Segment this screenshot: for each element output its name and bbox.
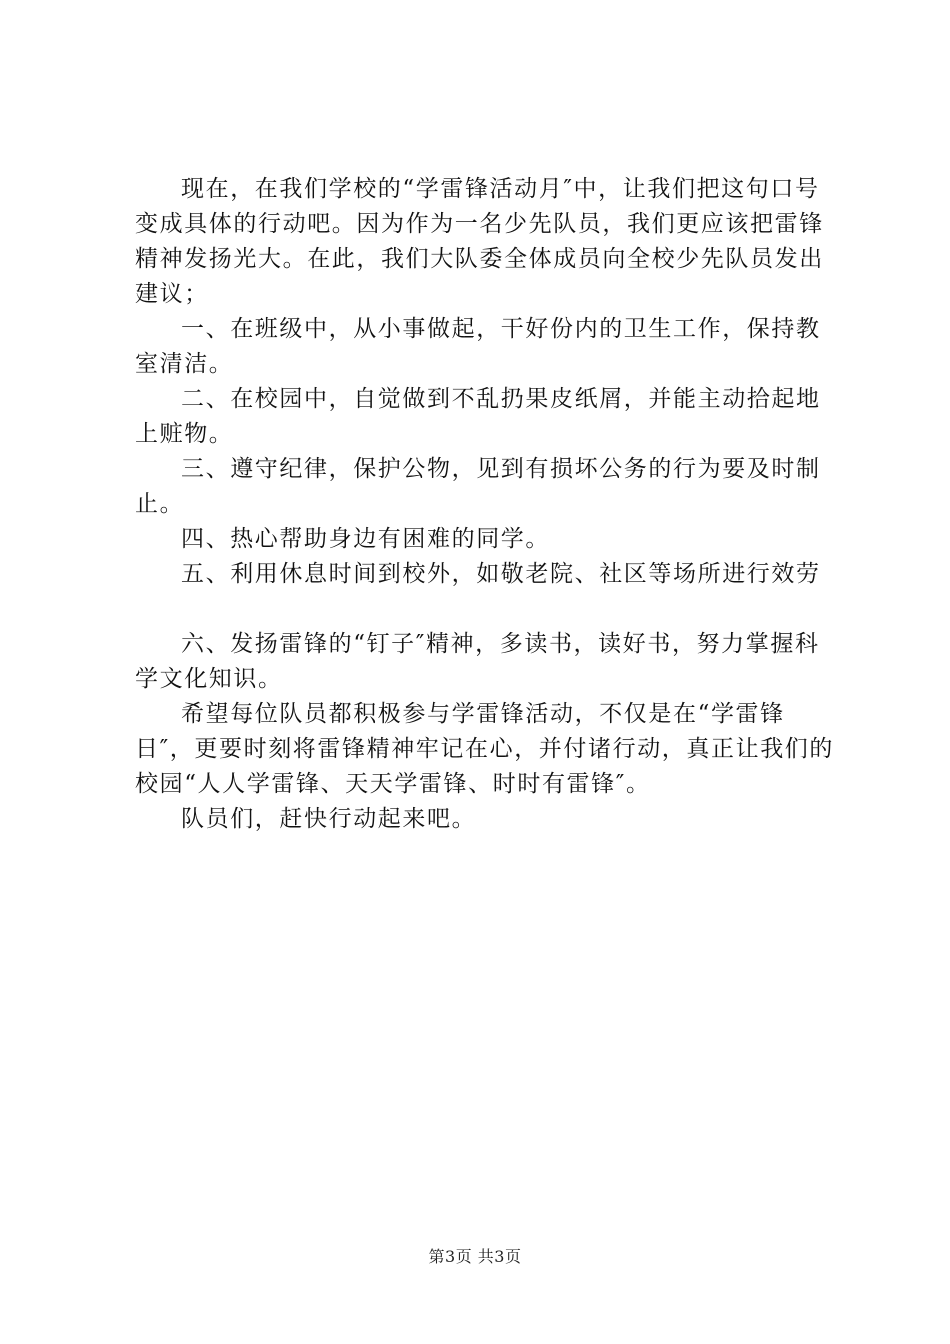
paragraph-item-2: 二、在校园中，自觉做到不乱扔果皮纸屑，并能主动拾起地上赃物。: [135, 386, 821, 447]
paragraph-hope: 希望每位队员都积极参与学雷锋活动，不仅是在“学雷锋日″，更要时刻将雷锋精神牢记在心，并付诸行动，真正让我们的校园“人人学雷锋、天天学雷锋、时时有雷锋″。: [135, 701, 834, 797]
paragraph-item-4: 四、热心帮助身边有困难的同学。: [181, 526, 550, 552]
paragraph-item-1: 一、在班级中，从小事做起，干好份内的卫生工作，保持教室清洁。: [135, 316, 821, 377]
page-number-footer: 第3页 共3页: [428, 1247, 522, 1266]
paragraph-intro: 现在，在我们学校的“学雷锋活动月″中，让我们把这句口号变成具体的行动吧。因为作为一名少先队员，我们更应该把雷锋精神发扬光大。在此，我们大队委全体成员向全校少先队员发出建议；: [135, 176, 824, 307]
document-body: [135, 172, 835, 837]
paragraph-item-5: 五、利用休息时间到校外，如敬老院、社区等场所进行效劳: [181, 561, 821, 587]
paragraph-closing: 队员们，赶快行动起来吧。: [181, 806, 477, 832]
paragraph-item-6: 六、发扬雷锋的“钉子″精神，多读书，读好书，努力掌握科学文化知识。: [135, 631, 820, 692]
paragraph-item-3: 三、遵守纪律，保护公物，见到有损坏公务的行为要及时制止。: [135, 456, 821, 517]
